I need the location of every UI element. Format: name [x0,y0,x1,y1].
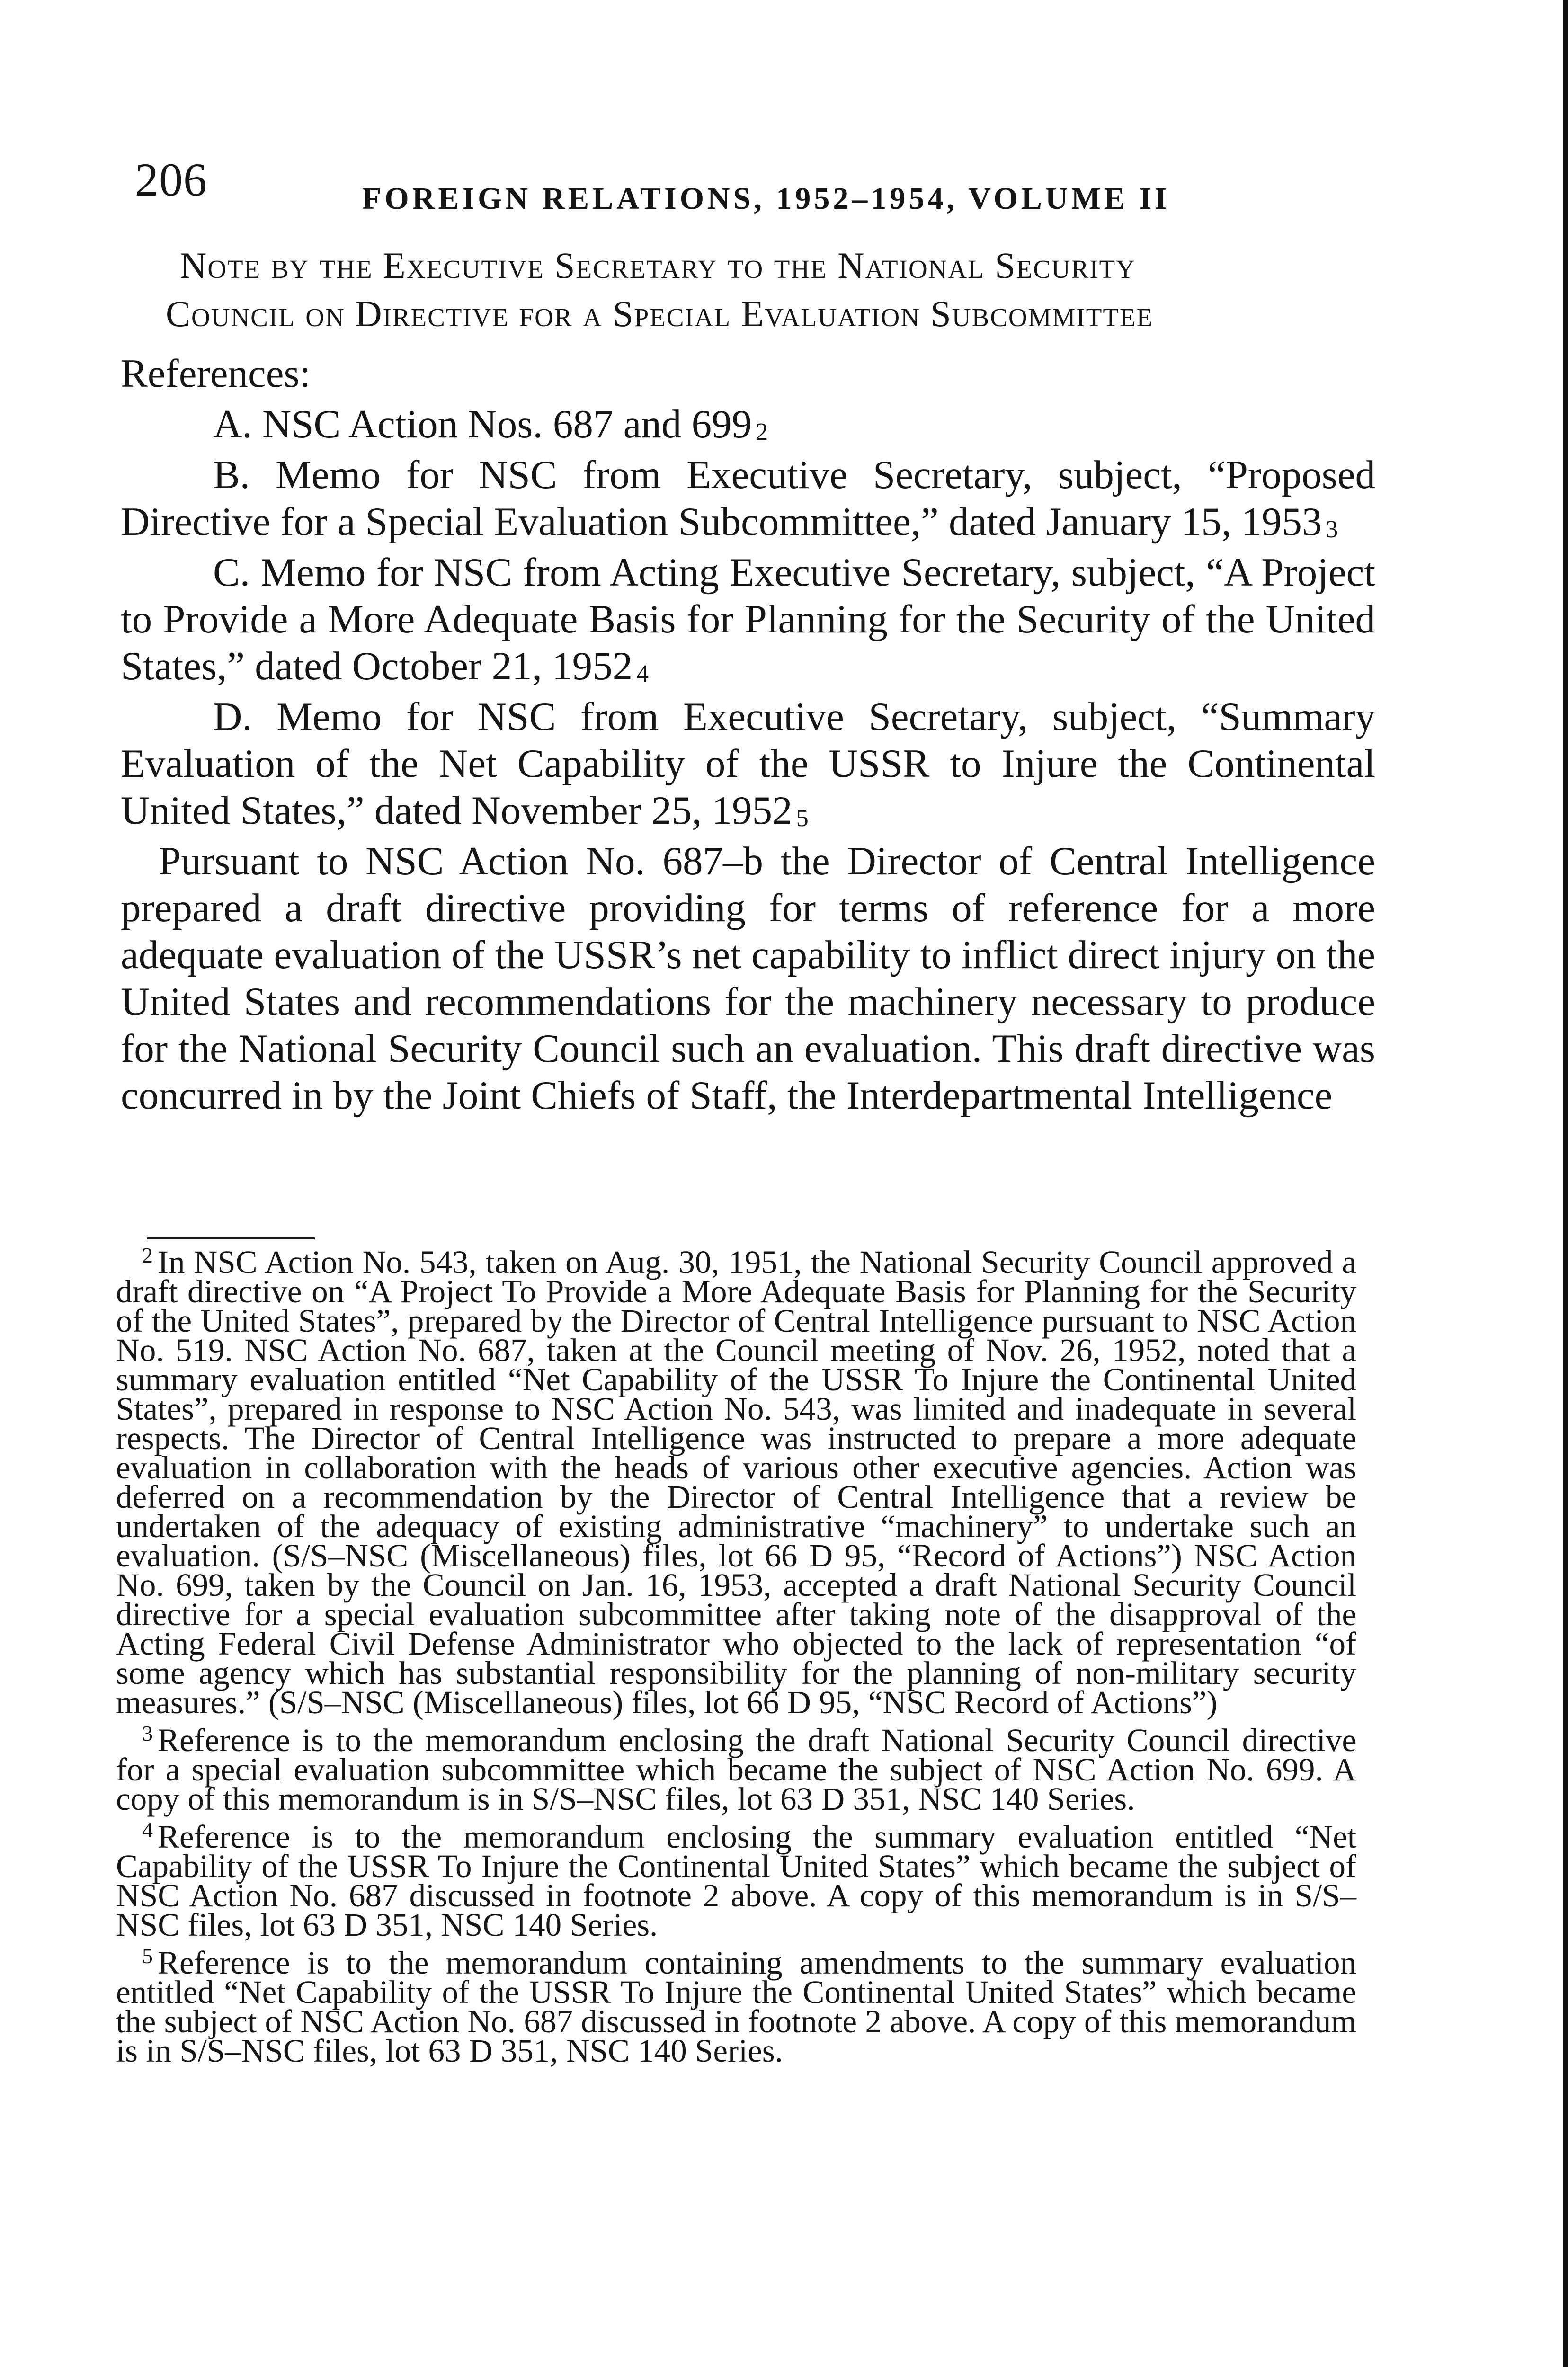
reference-text: D. Memo for NSC from Executive Secretary, subject, “Summary Evaluation of the Net Capability of the USSR to Injure the Continental United States,” dated November 25, 1952 [121,694,1375,833]
page-header [135,142,1375,218]
footnote-reference: 3 [1326,516,1338,543]
reference-item [121,452,1375,545]
reference-text: C. Memo for NSC from Acting Executive Secretary, subject, “A Project to Provide a More Adequate Basis for Planning for the Security of the United States,” dated October 21, 1952 [121,550,1375,688]
footnote-text: Reference is to the memorandum enclosing the summary evaluation entitled “Net Capability of the USSR To Injure the Continental United States” which became the subject of NSC Action No. 687 discussed in footnote 2 above. A copy of this memorandum is in S/S–NSC files, lot 63 D 351, NSC 140 Series. [116,1819,1356,1943]
title-line-1: Note by the Executive Secretary to the National Security [180,245,1136,286]
main-text [121,350,1375,1119]
reference-item [121,694,1375,834]
references-heading: References: [121,351,311,396]
footnote [116,1721,1356,1817]
footnote-reference: 5 [796,805,809,832]
footnote-reference: 4 [636,660,649,688]
body-paragraph: Pursuant to NSC Action No. 687–b the Director of Central Intelligence prepared a draft directive providing for terms of reference for a more adequate evaluation of the USSR’s net capability to inflict direct injury on the United States and recommendations for the machinery necessary to produce for the National Security Council such an evaluation. This draft directive was concurred in by the Joint Chiefs of Staff, the Interdepartmental Intelligence [121,839,1375,1118]
footnote [116,1944,1356,2069]
footnote-divider [147,1237,315,1239]
footnote-text: Reference is to the memorandum enclosing the draft National Security Council directive for a special evaluation subcommittee which became the subject of NSC Action No. 699. A copy of this memorandum is in S/S–NSC files, lot 63 D 351, NSC 140 Series. [116,1722,1356,1817]
footnote-mark: 5 [142,1944,153,1968]
footnote-mark: 3 [142,1721,153,1745]
reference-text: A. NSC Action Nos. 687 and 699 [213,402,752,446]
footnote-mark: 2 [142,1243,153,1267]
footnote-text: In NSC Action No. 543, taken on Aug. 30, 1951, the National Security Council approved a draft directive on “A Project To Provide a More Adequate Basis for Planning for the Security of the United States”, prepared by the Director of Central Intelligence pursuant to NSC Action No. 519. NSC Action No. 687, taken at the Council meeting of Nov. 26, 1952, noted that a summary evaluation entitled “Net Capability of the USSR To Injure the Continental United States”, prepared in response to NSC Action No. 543, was limited and inadequate in several respects. The Director of Central Intelligence was instructed to prepare a more adequate evaluation in collaboration with the heads of various other executive agencies. Action was deferred on a recommendation by the Director of Central Intelligence that a review be undertaken of the adequacy of existing administrative “machinery” to undertake such an evaluation. (S/S–NSC (Miscellaneous) files, lot 66 D 95, “Record of Actions”) NSC Action No. 699, taken by the Council on Jan. 16, 1953, accepted a draft National Security Council directive for a special evaluation subcommittee after taking note of the disapproval of the Acting Federal Civil Defense Administrator who objected to the lack of representation “of some agency which has substantial responsibility for the planning of non-military security measures.” (S/S–NSC (Miscellaneous) files, lot 66 D 95, “NSC Record of Actions”) [116,1244,1356,1720]
footnote [116,1243,1356,1720]
footnote-reference: 2 [756,418,768,446]
document-title [166,241,1363,338]
title-line-2: Council on Directive for a Special Evaluation Subcommittee [166,293,1154,334]
reference-item [121,549,1375,690]
page-number: 206 [135,153,207,206]
running-head: FOREIGN RELATIONS, 1952–1954, VOLUME II [362,181,1170,216]
footnotes-section [116,1243,1356,2074]
reference-text: B. Memo for NSC from Executive Secretary, subject, “Proposed Directive for a Special Evaluation Subcommittee,” dated January 15, 1953 [121,453,1375,544]
footnote [116,1818,1356,1943]
reference-item [121,401,1375,448]
scan-edge-border [1563,0,1568,2367]
footnote-text: Reference is to the memorandum containing amendments to the summary evaluation entitled “Net Capability of the USSR To Injure the Continental United States” which became the subject of NSC Action No. 687 discussed in footnote 2 above. A copy of this memorandum is in S/S–NSC files, lot 63 D 351, NSC 140 Series. [116,1945,1356,2069]
footnote-mark: 4 [142,1818,153,1842]
